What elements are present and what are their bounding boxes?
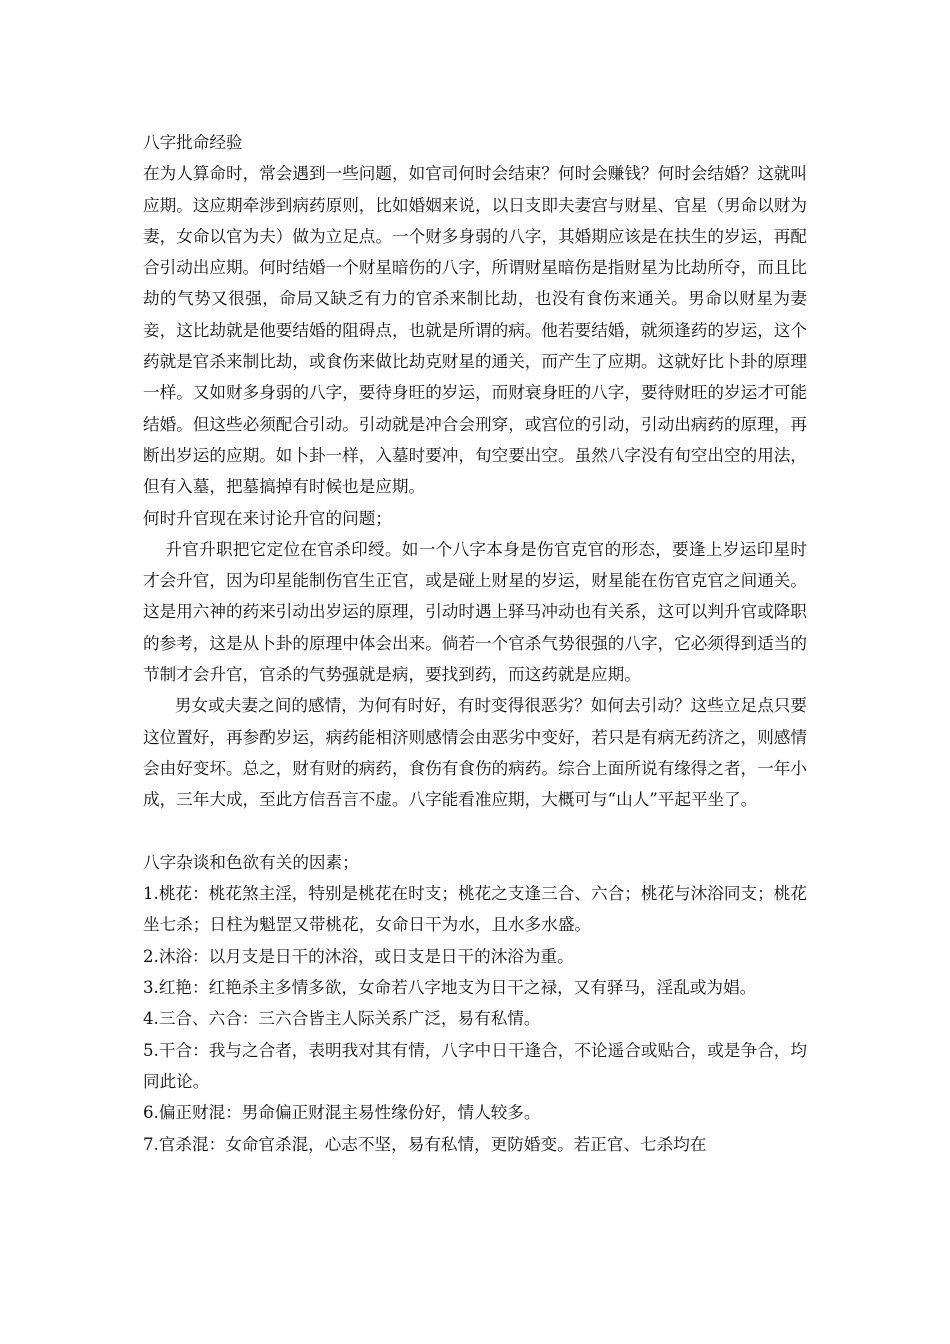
list-item-stem-combination: 5.干合：我与之合者，表明我对其有情，八字中日干逢合，不论遥合或贴合，或是争合，均同此论。: [143, 1040, 807, 1091]
section-heading-lust-factors: 八字杂谈和色欲有关的因素；: [143, 852, 359, 872]
paragraph-promotion-heading: 何时升官现在来讨论升官的问题；: [143, 508, 392, 528]
list-item-red-glamour: 3.红艳：红艳杀主多情多欲，女命若八字地支为日干之禄，又有驿马，淫乱或为娼。: [143, 978, 757, 998]
blank-line: [143, 816, 807, 847]
paragraph-marriage-timing: 在为人算命时，常会遇到一些问题，如官司何时会结束？何时会赚钱？何时会结婚？这就叫应期。这应期牵涉到病药原则，比如婚姻来说，以日支即夫妻宫与财星、官星（男命以财为妻，女命以官为夫）做为立足点。一个财多身弱的八字，其婚期应该是在扶生的岁运，再配合引动出应期。何时结婚一个财星暗伤的八字，所谓财星暗伤是指财星为比劫所夺，而且比劫的气势又很强，命局又缺乏有力的官杀来制比劫，也没有食伤来通关。男命以财星为妻妾，这比劫就是他要结婚的阻碍点，也就是所谓的病。他若要结婚，就须逢药的岁运，这个药就是官杀来制比劫，或食伤来做比劫克财星的通关，而产生了应期。这就好比卜卦的原理一样。又如财多身弱的八字，要待身旺的岁运，而财衰身旺的八字，要待财旺的岁运才可能结婚。但这些必须配合引动。引动就是冲合会刑穿，或宫位的引动，引动出病药的原理，再断出岁运的应期。如卜卦一样，入墓时要冲，旬空要出空。虽然八字没有旬空出空的用法，但有入墓，把墓搞掉有时候也是应期。: [143, 164, 807, 497]
list-item-bathing: 2.沐浴：以月支是日干的沐浴，或日支是日干的沐浴为重。: [143, 946, 574, 966]
paragraph-relationship: 男女或夫妻之间的感情，为何有时好，有时变得很恶劣？如何去引动？这些立足点只要这位置好，再参酌岁运，病药能相济则感情会由恶劣中变好，若只是有病无药济之，则感情会由好变坏。总之，财有财的病药，食伤有食伤的病药。综合上面所说有缘得之者，一年小成，三年大成，至此方信吾言不虚。八字能看准应期，大概可与“山人”平起平坐了。: [143, 696, 807, 810]
list-item-mixed-wealth: 6.偏正财混：男命偏正财混主易性缘份好，情人较多。: [143, 1103, 541, 1123]
document-title: 八字批命经验: [143, 133, 243, 152]
list-item-peach-blossom: 1.桃花：桃花煞主淫，特别是桃花在时支；桃花之支逢三合、六合；桃花与沐浴同支；桃花坐七杀；日柱为魁罡又带桃花，女命日干为水，且水多水盛。: [143, 884, 807, 935]
list-item-combinations: 4.三合、六合：三六合皆主人际关系广泛，易有私情。: [143, 1009, 541, 1029]
paragraph-promotion: 升官升职把它定位在官杀印绶。如一个八字本身是伤官克官的形态，要逢上岁运印星时才会升官，因为印星能制伤官生正官，或是碰上财星的岁运，财星能在伤官克官之间通关。这是用六神的药来引动出岁运的原理，引动时遇上驿马冲动也有关系，这可以判升官或降职的参考，这是从卜卦的原理中体会出来。倘若一个官杀气势很强的八字，它必须得到适当的节制才会升官，官杀的气势强就是病，要找到药，而这药就是应期。: [143, 539, 807, 685]
list-item-mixed-officer: 7.官杀混：女命官杀混，心志不坚，易有私情，更防婚变。若正官、七杀均在: [143, 1134, 707, 1154]
document-page: [143, 127, 807, 1160]
